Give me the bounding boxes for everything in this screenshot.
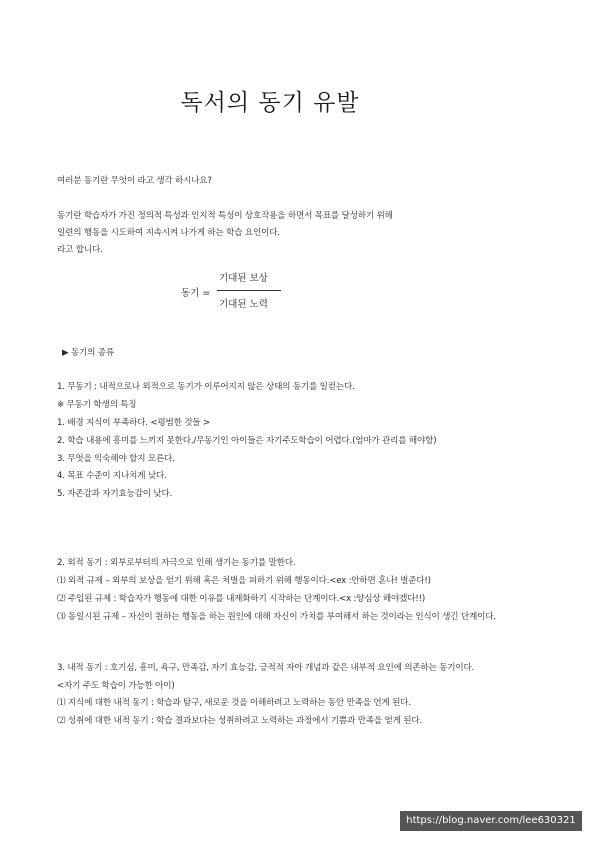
- section1-line-1: 1. 무동기 : 내적으로나 외적으로 동기가 이루어지지 않은 상태의 동기를 일컫는다.: [57, 382, 355, 392]
- formula-numerator: 기대된 보상: [219, 273, 268, 284]
- motivation-formula: [181, 266, 301, 316]
- section2-line-4: ⑶ 동일시된 규제 – 자신이 원하는 행동을 하는 원인에 대해 자신이 가치를 부여해서 하는 것이라는 인식이 생긴 단계이다.: [57, 612, 496, 622]
- formula-denominator: 기대된 노력: [219, 299, 268, 310]
- section1-line-6: 4. 목표 수준이 지나치게 낮다.: [57, 471, 167, 481]
- section2-line-3: ⑵ 주입된 규제 : 학습자가 행동에 대한 이유를 내재화하기 시작하는 단계이다.<x :양심상 해야겠다!!): [57, 594, 425, 604]
- fraction-bar: [217, 290, 281, 291]
- definition-line-2: 일련의 행동을 시도하여 지속시켜 나가게 하는 학습 요인이다.: [57, 228, 280, 238]
- formula-lhs: 동기 =: [181, 288, 211, 299]
- definition-line-3: 라고 합니다.: [57, 245, 103, 255]
- section1-line-7: 5. 자존감과 자기효능감이 낮다.: [57, 489, 173, 499]
- section2-line-1: 2. 외적 동기 : 외부로부터의 자극으로 인해 생기는 동기를 말한다.: [57, 558, 296, 568]
- intro-question: 여러분 동기란 무엇이 라고 생각 하시나요?: [57, 176, 212, 186]
- section1-line-3: 1. 배경 지식이 부족하다. <평범한 것들 >: [57, 418, 210, 428]
- page-title: 독서의 동기 유발: [180, 90, 360, 116]
- section1-line-5: 3. 무엇을 익숙해야 할지 모른다.: [57, 454, 175, 464]
- section3-line-3: ⑴ 지식에 대한 내적 동기 : 학습과 탐구, 새로운 것을 이해하려고 노력하는 동안 만족을 언게 된다.: [57, 698, 411, 708]
- section1-line-2: ※ 무동기 학생의 특징: [57, 400, 137, 410]
- section3-line-1: 3. 내적 동기 : 호기심, 흥미, 욕구, 만족감, 자기 효능감, 긍적적 자아 개념과 같은 내부적 요인에 의존하는 동기이다.: [57, 663, 475, 673]
- section1-line-4: 2. 학습 내용에 흥미를 느끼지 못한다./무동기인 아이들은 자기주도학습이 어렵다.(엄마가 관리를 해야함): [57, 436, 437, 446]
- definition-line-1: 동기란 학습자가 가진 정의적 특성과 인지적 특성이 상호작용을 하면서 목표를 달성하기 위해: [57, 211, 393, 221]
- section2-line-2: ⑴ 외적 규제 – 외부의 보상을 얻기 위해 혹은 처벌을 피하기 위해 행동이다.<ex :안하면 혼나! 벌준다!): [57, 576, 431, 586]
- blog-watermark: https://blog.naver.com/lee630321: [400, 811, 582, 831]
- types-heading: ▶ 동기의 종류: [62, 348, 114, 358]
- section3-line-4: ⑵ 성취에 대한 내적 동기 : 학습 결과보다는 성취하려고 노력하는 과정에서 기쁨과 만족을 얻게 된다.: [57, 716, 423, 726]
- section3-line-2: <자기 주도 학습이 가능한 아이): [57, 681, 175, 691]
